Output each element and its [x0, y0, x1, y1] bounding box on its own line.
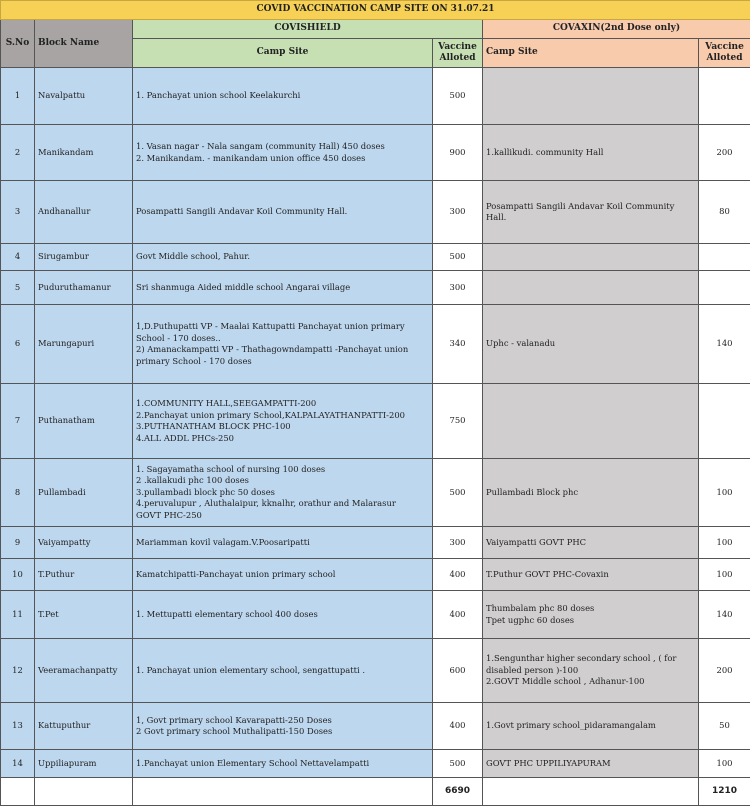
- site-line: 1, Govt primary school Kavarapatti-250 Doses: [136, 714, 332, 725]
- covishield-alloted-cell: 400: [433, 591, 483, 639]
- header-covaxin-camp-site: Camp Site: [483, 39, 699, 68]
- block-name-cell: Marungapuri: [35, 305, 133, 384]
- covaxin-camp-site-cell: [483, 750, 699, 778]
- totals-row: [1, 778, 750, 806]
- sno-cell: 7: [1, 384, 35, 459]
- header-sno: S.No: [1, 20, 35, 68]
- covaxin-camp-site-cell: [483, 703, 699, 750]
- site-line: 2) Amanackampatti VP - Thathagowndampatti -Panchayat union: [136, 344, 409, 354]
- covaxin-alloted-cell: 140: [699, 591, 750, 639]
- covaxin-alloted-cell: 100: [699, 527, 750, 559]
- sno-cell: 6: [1, 305, 35, 384]
- table-row: [1, 244, 750, 271]
- covaxin-camp-site-cell: [483, 459, 699, 527]
- covaxin-alloted-cell: 100: [699, 559, 750, 591]
- table-row: [1, 750, 750, 778]
- sno-cell: 12: [1, 639, 35, 703]
- table-row: [1, 68, 750, 125]
- header-covishield-camp-site: Camp Site: [133, 39, 433, 68]
- covishield-camp-site-cell: [133, 181, 433, 244]
- site-line: Posampatti Sangili Andavar Koil Community Hall.: [136, 206, 348, 217]
- block-name-cell: Navalpattu: [35, 68, 133, 125]
- sno-cell: 14: [1, 750, 35, 778]
- block-name-cell: Sirugambur: [35, 244, 133, 271]
- site-line: 2.GOVT Middle school , Adhanur-100: [486, 676, 645, 687]
- covishield-alloted-cell: 750: [433, 384, 483, 459]
- site-line: 1.kallikudi. community Hall: [486, 146, 604, 157]
- covishield-camp-site-cell: [133, 750, 433, 778]
- site-line: 4.ALL ADDL PHCs-250: [136, 432, 234, 443]
- header-covaxin: COVAXIN(2nd Dose only): [483, 20, 750, 39]
- covishield-alloted-cell: 600: [433, 639, 483, 703]
- site-line: Sri shanmuga Aided middle school Angarai village: [136, 281, 351, 292]
- block-name-cell: Vaiyampatty: [35, 527, 133, 559]
- site-line: disabled person )-100: [486, 664, 579, 675]
- site-line: primary School - 170 doses: [136, 355, 252, 366]
- covishield-camp-site-cell: [133, 527, 433, 559]
- covishield-alloted-cell: 340: [433, 305, 483, 384]
- block-name-cell: Puduruthamanur: [35, 271, 133, 305]
- table-row: [1, 271, 750, 305]
- covishield-total: 6690: [433, 778, 483, 806]
- covaxin-total: 1210: [699, 778, 750, 806]
- covaxin-alloted-cell: [699, 384, 750, 459]
- covishield-alloted-cell: 300: [433, 181, 483, 244]
- covaxin-alloted-cell: [699, 271, 750, 305]
- covaxin-camp-site-cell: [483, 527, 699, 559]
- block-name-cell: T.Puthur: [35, 559, 133, 591]
- table-row: [1, 459, 750, 527]
- block-name-cell: Andhanallur: [35, 181, 133, 244]
- sno-cell: 1: [1, 68, 35, 125]
- covishield-camp-site-cell: [133, 305, 433, 384]
- covaxin-camp-site-cell: [483, 305, 699, 384]
- site-line: 3.pullambadi block phc 50 doses: [136, 486, 275, 497]
- covaxin-alloted-cell: 200: [699, 125, 750, 181]
- table-row: [1, 559, 750, 591]
- header-covishield-vaccine-alloted: Vaccine Alloted: [433, 39, 483, 68]
- totals-block-cell: [35, 778, 133, 806]
- table-row: [1, 384, 750, 459]
- covishield-camp-site-cell: [133, 271, 433, 305]
- sno-cell: 11: [1, 591, 35, 639]
- totals-covaxin-site-cell: [483, 778, 699, 806]
- block-name-cell: T.Pet: [35, 591, 133, 639]
- site-line: Hall.: [486, 212, 507, 222]
- table-row: [1, 591, 750, 639]
- covaxin-camp-site-cell: [483, 125, 699, 181]
- block-name-cell: Veeramachanpatty: [35, 639, 133, 703]
- covishield-alloted-cell: 300: [433, 527, 483, 559]
- sno-cell: 4: [1, 244, 35, 271]
- covaxin-camp-site-cell: [483, 591, 699, 639]
- covishield-camp-site-cell: [133, 559, 433, 591]
- covishield-camp-site-cell: [133, 703, 433, 750]
- site-line: 1. Panchayat union school Keelakurchi: [136, 90, 301, 101]
- covaxin-camp-site-cell: [483, 639, 699, 703]
- site-line: 2 Govt primary school Muthalipatti-150 Doses: [136, 726, 333, 736]
- site-line: 3.PUTHANATHAM BLOCK PHC-100: [136, 421, 291, 431]
- site-line: 1. Vasan nagar - Nala sangam (community Hall) 450 doses: [136, 141, 385, 151]
- covishield-alloted-cell: 400: [433, 703, 483, 750]
- covishield-alloted-cell: 400: [433, 559, 483, 591]
- site-line: School - 170 doses..: [136, 332, 221, 343]
- site-line: Posampatti Sangili Andavar Koil Community: [486, 200, 675, 211]
- site-line: 2 .kallakudi phc 100 doses: [136, 475, 249, 486]
- site-line: 2.Panchayat union primary School,KALPALAYATHANPATTI-200: [136, 409, 405, 420]
- site-line: GOVT PHC UPPILIYAPURAM: [486, 757, 611, 768]
- sno-cell: 9: [1, 527, 35, 559]
- block-name-cell: Manikandam: [35, 125, 133, 181]
- site-line: Thumbalam phc 80 doses: [486, 603, 595, 613]
- table-row: [1, 305, 750, 384]
- covishield-alloted-cell: 500: [433, 68, 483, 125]
- covaxin-alloted-cell: 50: [699, 703, 750, 750]
- table-row: [1, 181, 750, 244]
- site-line: Mariamman kovil valagam.V.Poosaripatti: [136, 536, 310, 547]
- sno-cell: 3: [1, 181, 35, 244]
- covishield-alloted-cell: 900: [433, 125, 483, 181]
- covaxin-alloted-cell: 100: [699, 459, 750, 527]
- sno-cell: 5: [1, 271, 35, 305]
- covaxin-alloted-cell: [699, 244, 750, 271]
- covaxin-alloted-cell: 80: [699, 181, 750, 244]
- covishield-camp-site-cell: [133, 125, 433, 181]
- covaxin-alloted-cell: 140: [699, 305, 750, 384]
- sno-cell: 10: [1, 559, 35, 591]
- table-row: [1, 639, 750, 703]
- sno-cell: 13: [1, 703, 35, 750]
- table-row: [1, 527, 750, 559]
- totals-sno-cell: [1, 778, 35, 806]
- site-line: 4.peruvalupur , Aluthalaipur, kknalhr, orathur and Malarasur: [136, 498, 396, 509]
- block-name-cell: Puthanatham: [35, 384, 133, 459]
- header-covishield: COVISHIELD: [133, 20, 483, 39]
- site-line: GOVT PHC-250: [136, 509, 202, 520]
- covaxin-camp-site-cell: [483, 244, 699, 271]
- site-line: 1.Sengunthar higher secondary school , ( for: [486, 653, 677, 664]
- sno-cell: 8: [1, 459, 35, 527]
- site-line: Kamatchipatti-Panchayat union primary school: [136, 568, 336, 579]
- block-name-cell: Pullambadi: [35, 459, 133, 527]
- covishield-camp-site-cell: [133, 459, 433, 527]
- site-line: 1.Govt primary school_pidaramangalam: [486, 720, 656, 731]
- site-line: Pullambadi Block phc: [486, 486, 579, 497]
- site-line: 1. Mettupatti elementary school 400 doses: [136, 608, 318, 619]
- site-line: 1. Panchayat union elementary school, sengattupatti .: [136, 664, 366, 675]
- sno-cell: 2: [1, 125, 35, 181]
- covaxin-alloted-cell: 100: [699, 750, 750, 778]
- block-name-cell: Uppiliapuram: [35, 750, 133, 778]
- covishield-alloted-cell: 500: [433, 244, 483, 271]
- header-covaxin-vaccine-alloted: Vaccine Alloted: [699, 39, 750, 68]
- table-body: [1, 68, 750, 778]
- covishield-camp-site-cell: [133, 244, 433, 271]
- site-line: 2. Manikandam. - manikandam union office 450 doses: [136, 152, 366, 163]
- site-line: 1.COMMUNITY HALL,SEEGAMPATTI-200: [136, 398, 317, 408]
- covishield-alloted-cell: 500: [433, 459, 483, 527]
- covishield-camp-site-cell: [133, 384, 433, 459]
- covaxin-camp-site-cell: [483, 384, 699, 459]
- site-line: Uphc - valanadu: [486, 338, 556, 349]
- covaxin-camp-site-cell: [483, 271, 699, 305]
- covishield-camp-site-cell: [133, 639, 433, 703]
- covishield-alloted-cell: 500: [433, 750, 483, 778]
- covishield-alloted-cell: 300: [433, 271, 483, 305]
- table-row: [1, 703, 750, 750]
- table-title: COVID VACCINATION CAMP SITE ON 31.07.21: [1, 1, 750, 20]
- covaxin-camp-site-cell: [483, 559, 699, 591]
- site-line: Govt Middle school, Pahur.: [136, 251, 251, 262]
- totals-covishield-site-cell: [133, 778, 433, 806]
- covaxin-alloted-cell: 200: [699, 639, 750, 703]
- site-line: 1. Sagayamatha school of nursing 100 doses: [136, 463, 326, 474]
- covaxin-camp-site-cell: [483, 68, 699, 125]
- table-row: [1, 125, 750, 181]
- covaxin-camp-site-cell: [483, 181, 699, 244]
- covishield-camp-site-cell: [133, 68, 433, 125]
- site-line: 1,D.Puthupatti VP - Maalai Kattupatti Panchayat union primary: [136, 321, 405, 331]
- site-line: Vaiyampatti GOVT PHC: [486, 536, 587, 547]
- site-line: T.Puthur GOVT PHC-Covaxin: [486, 568, 609, 579]
- header-block-name: Block Name: [35, 20, 133, 68]
- block-name-cell: Kattuputhur: [35, 703, 133, 750]
- covishield-camp-site-cell: [133, 591, 433, 639]
- covaxin-alloted-cell: [699, 68, 750, 125]
- site-line: 1.Panchayat union Elementary School Nettavelampatti: [136, 757, 370, 768]
- site-line: Tpet ugphc 60 doses: [486, 614, 575, 625]
